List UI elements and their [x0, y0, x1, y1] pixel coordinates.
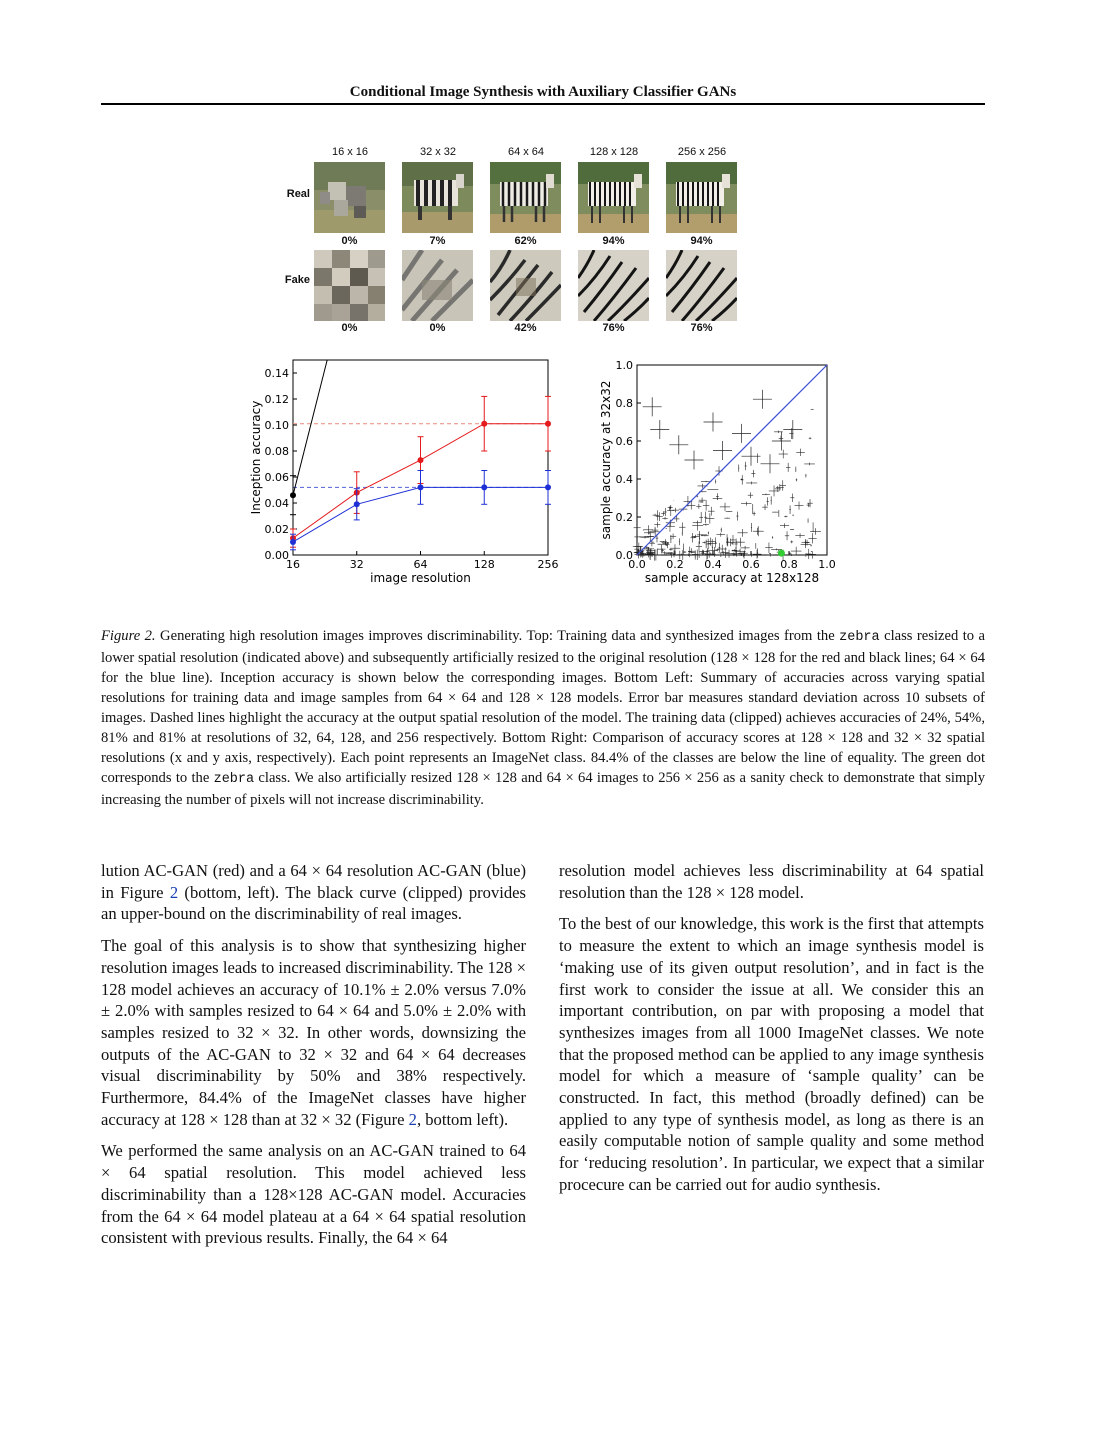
data-point: [290, 492, 296, 498]
fake-accuracy-label: 76%: [602, 322, 625, 334]
caption-code: zebra: [213, 772, 255, 787]
zebra-figure: [270, 140, 750, 340]
running-title: Conditional Image Synthesis with Auxiliary Classifier GANs: [349, 84, 737, 100]
x-tick-label: 256: [537, 558, 559, 571]
y-tick-label: 0.6: [615, 435, 633, 448]
real-accuracy-label: 0%: [341, 235, 358, 247]
text-run: lution AC-GAN (red) and a 64 × 64 resolution AC-GAN (blue) in Figure: [101, 861, 526, 902]
x-axis-label: sample accuracy at 128x128: [644, 571, 820, 585]
resolution-label: 256 x 256: [677, 146, 727, 158]
resolution-label: 128 x 128: [589, 146, 639, 158]
figure-label: Figure 2.: [101, 628, 156, 644]
paragraph: [101, 935, 526, 1130]
data-point: [290, 539, 296, 545]
fake-accuracy-label: 0%: [341, 322, 358, 334]
data-point: [418, 484, 424, 490]
real-accuracy-label: 62%: [514, 235, 537, 247]
paragraph: To the best of our knowledge, this work is the first that attempts to measure the extent to which an image synthesis model is ‘making use of its given output resolution’, and in fact is the first work to consider the issue at all. We consider this an important contribution, on par with proposing a model that synthesizes images from all 1000 ImageNet classes. We note that the proposed method can be applied to any image synthesis model for which a measure of ‘sample quality’ can be constructed. In fact, this method (broadly defined) can be applied to any type of synthesis model, as long as there is an easily computable notion of sample quality and some method for ‘reducing resolution’. In particular, we expect that a similar procecure can be carried out for audio synthesis.: [559, 914, 984, 1194]
series-line: [293, 350, 357, 495]
header-rule: [101, 103, 985, 105]
accuracy-scatter-chart: [592, 350, 852, 590]
paragraph: [101, 860, 526, 925]
y-tick-label: 0.12: [264, 393, 289, 406]
body-column-right: [559, 860, 984, 1206]
paragraph: resolution model achieves less discriminability at 64 spatial resolution than the 128 × 128 model.: [559, 861, 984, 902]
row-label-fake: Fake: [284, 274, 310, 286]
fake-accuracy-label: 0%: [429, 322, 446, 334]
y-tick-label: 0.08: [264, 445, 289, 458]
caption-text: class. We also artificially resized 128 × 128 and 64 × 64 images to 256 × 256 as a sanity check to demonstrate that simply increasing the number of pixels will not increase discriminability.: [101, 770, 985, 808]
real-zebra-thumb-128: [578, 162, 649, 233]
fake-accuracy-label: 42%: [514, 322, 537, 334]
x-tick-label: 0.0: [628, 558, 646, 571]
y-tick-label: 0.8: [615, 397, 633, 410]
real-zebra-thumb-256: [666, 162, 737, 233]
fake-accuracy-label: 76%: [690, 322, 713, 334]
y-tick-label: 0.00: [264, 549, 289, 562]
fake-zebra-thumb-16: [314, 250, 385, 321]
y-tick-label: 0.02: [264, 523, 289, 536]
x-tick-label: 0.8: [780, 558, 798, 571]
caption-text: class resized to a lower spatial resolution (indicated above) and subsequently artificially resized to the original resolution (128 × 128 for the red and black lines; 64 × 64 for the blue line). Inception accuracy is shown below the corresponding images. Bottom Left: Summary of accuracies across varying spatial resolutions for training data and image samples from 64 × 64 and 128 × 128 models. Error bar measures standard deviation across 10 subsets of images. Dashed lines highlight the accuracy at the output spatial resolution of the model. The training data (clipped) achieves accuracies of 24%, 54%, 81% and 81% at resolutions of 32, 64, 128, and 256 respectively. Bottom Right: Comparison of accuracy scores at 128 × 128 and 32 × 32 spatial resolutions (x and y axis, respectively). Each point represents an ImageNet class. 84.4% of the classes are below the line of equality. The green dot corresponds to the: [101, 628, 985, 786]
fake-zebra-thumb-64: [490, 250, 561, 321]
figure-caption: [101, 626, 985, 810]
x-tick-label: 0.4: [704, 558, 722, 571]
fake-zebra-thumb-256: [666, 250, 737, 321]
resolution-label: 32 x 32: [419, 146, 457, 158]
real-accuracy-label: 7%: [429, 235, 446, 247]
y-axis-label: Inception accuracy: [249, 400, 263, 515]
real-zebra-thumb-32: [402, 162, 473, 233]
data-point: [481, 421, 487, 427]
resolution-label: 64 x 64: [507, 146, 545, 158]
y-tick-label: 0.10: [264, 419, 289, 432]
fake-zebra-thumb-128: [578, 250, 649, 321]
y-tick-label: 0.0: [615, 549, 633, 562]
data-point: [545, 421, 551, 427]
y-tick-label: 0.14: [264, 367, 289, 380]
text-run: The goal of this analysis is to show that synthesizing higher resolution images leads to increased discriminability. The 128 × 128 model achieves an accuracy of 10.1% ± 2.0% versus 7.0% ± 2.0% with samples resized to 64 × 64 and 5.0% ± 2.0% with samples resized to 32 × 32. In other words, downsizing the outputs of the AC-GAN to 32 × 32 and 64 × 64 decreases visual discriminability by 50% and 38% respectively. Furthermore, 84.4% of the ImageNet classes have higher accuracy at 128 × 128 than at 32 × 32 (Figure: [101, 936, 526, 1129]
zebra-class-point: [778, 550, 785, 557]
data-point: [354, 501, 360, 507]
figure-ref-link[interactable]: 2: [408, 1109, 417, 1129]
data-point: [545, 484, 551, 490]
caption-code: zebra: [839, 630, 880, 645]
y-tick-label: 0.2: [615, 511, 633, 524]
text-run: , bottom left).: [416, 1109, 509, 1129]
x-tick-label: 64: [413, 558, 428, 571]
real-accuracy-label: 94%: [690, 235, 713, 247]
x-tick-label: 1.0: [818, 558, 836, 571]
fake-zebra-thumb-32: [402, 250, 473, 321]
real-zebra-thumb-64: [490, 162, 561, 233]
real-accuracy-label: 94%: [602, 235, 625, 247]
x-tick-label: 128: [473, 558, 495, 571]
data-point: [481, 484, 487, 490]
y-axis-label: sample accuracy at 32x32: [599, 380, 613, 540]
row-label-real: Real: [286, 188, 310, 200]
x-tick-label: 0.2: [666, 558, 684, 571]
data-point: [418, 457, 424, 463]
caption-text: Generating high resolution images improves discriminability. Top: Training data and synthesized images from the: [155, 628, 840, 644]
resolution-label: 16 x 16: [331, 146, 369, 158]
x-tick-label: 32: [349, 558, 364, 571]
equality-line: [637, 365, 827, 555]
y-tick-label: 0.04: [264, 497, 289, 510]
paragraph: We performed the same analysis on an AC-GAN trained to 64 × 64 spatial resolution. This model achieved less discriminability than a 128×128 AC-GAN model. Accuracies from the 64 × 64 model plateau at a 64 × 64 spatial resolution consistent with previous results. Finally, the 64 × 64: [101, 1141, 526, 1248]
body-column-left: [101, 860, 526, 1259]
y-tick-label: 0.4: [615, 473, 633, 486]
real-zebra-thumb-16: [314, 162, 385, 233]
y-tick-label: 1.0: [615, 359, 633, 372]
x-tick-label: 16: [286, 558, 300, 571]
x-axis-label: image resolution: [370, 571, 471, 585]
x-tick-label: 0.6: [742, 558, 760, 571]
y-tick-label: 0.06: [264, 471, 289, 484]
accuracy-vs-resolution-chart: [244, 350, 574, 590]
figure-ref-link[interactable]: 2: [169, 882, 179, 902]
text-run: (bottom, left). The black curve (clipped) provides an upper-bound on the discriminability of real images.: [101, 882, 526, 924]
